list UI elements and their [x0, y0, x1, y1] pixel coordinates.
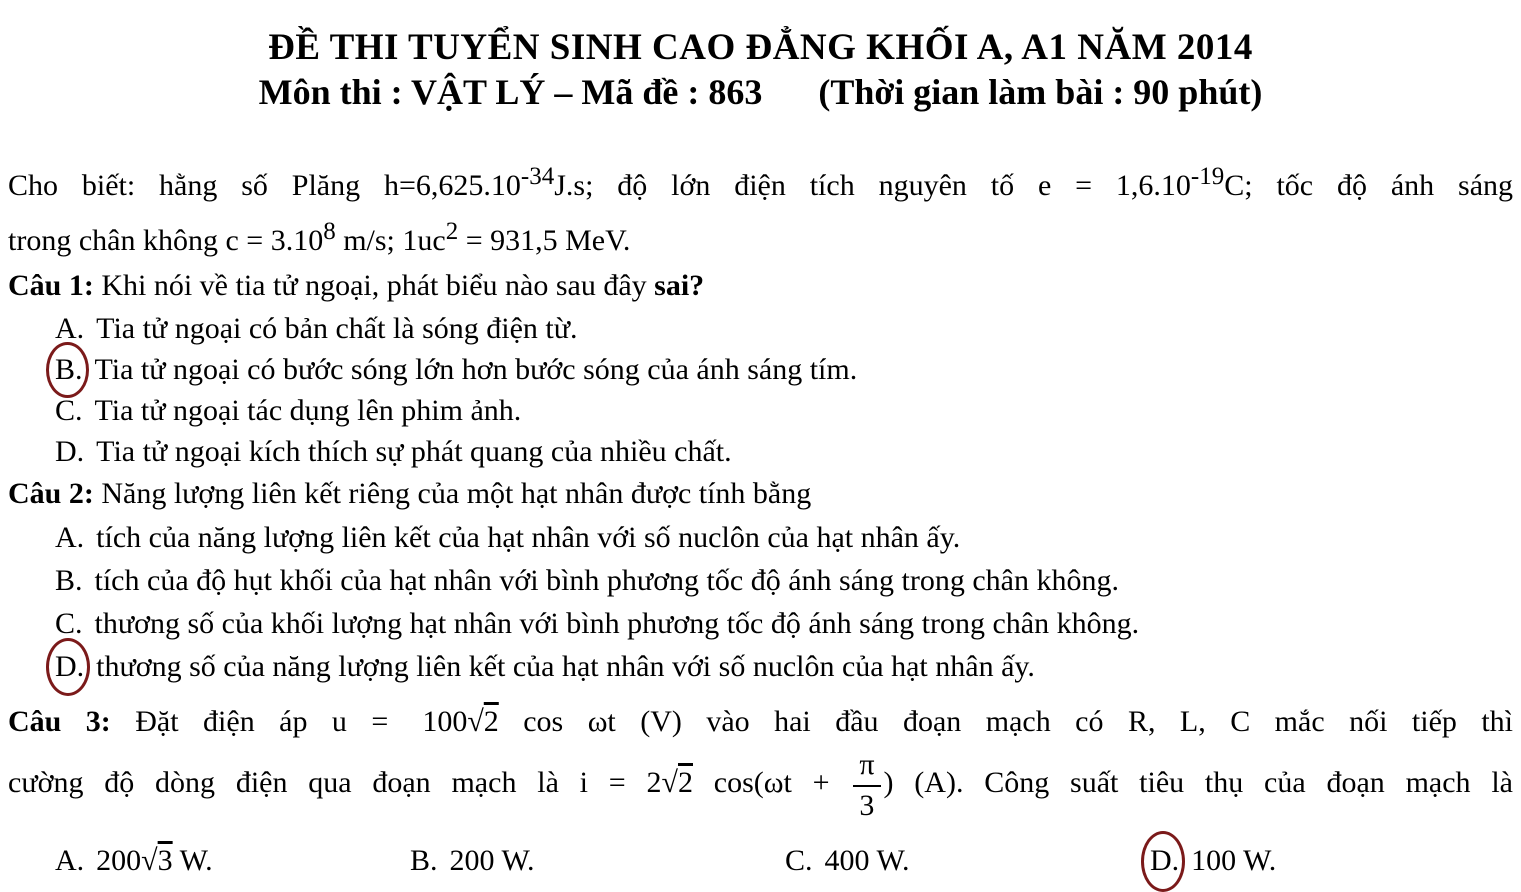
sqrt-symbol: √ — [661, 765, 678, 799]
question-3-label: Câu 3: — [8, 705, 111, 738]
preamble-text: C; tốc độ ánh sáng — [1224, 169, 1514, 202]
preamble-text: Cho biết: hằng số Plăng h=6,625.10 — [8, 169, 521, 202]
preamble-text: J.s; độ lớn điện tích nguyên tố e = 1,6.10 — [554, 169, 1191, 202]
sqrt-radicand: 2 — [483, 705, 499, 738]
question-1-heading — [8, 264, 1513, 308]
option-letter-circled-answer: B. — [55, 349, 83, 390]
option-letter: A. — [55, 521, 85, 554]
option-letter-circled-answer: D. — [55, 645, 84, 688]
option-row — [55, 838, 213, 884]
fraction-pi-over-3 — [853, 748, 880, 822]
question-3-text: vào hai đầu đoạn mạch có R, L, C mắc nối tiếp thì — [681, 705, 1514, 738]
option-text: 100 W. — [1191, 844, 1277, 877]
option-row — [55, 516, 1513, 559]
question-1-text: Khi nói về tia tử ngoại, phát biểu nào sau đây — [93, 269, 655, 302]
preamble-text: m/s; 1uc — [335, 224, 446, 257]
option-text: Tia tử ngoại tác dụng lên phim ảnh. — [94, 394, 522, 427]
option-row — [55, 602, 1513, 645]
subtitle-duration: (Thời gian làm bài : 90 phút) — [818, 72, 1263, 112]
question-3-text: ) (A). Công suất tiêu thụ của đoạn mạch là — [883, 765, 1514, 799]
question-3-text: Đặt điện áp u = — [110, 705, 389, 738]
option-text: tích của độ hụt khối của hạt nhân với bình phương tốc độ ánh sáng trong chân không. — [94, 564, 1119, 597]
sqrt-symbol: √ — [141, 844, 158, 877]
superscript: 8 — [323, 218, 336, 245]
option-row — [410, 838, 535, 884]
option-letter-circled-answer: D. — [1150, 838, 1179, 884]
sqrt-radicand: 3 — [157, 844, 173, 877]
doc-title: ĐỀ THI TUYỂN SINH CAO ĐẲNG KHỐI A, A1 NĂM 2014 — [268, 27, 1253, 68]
option-letter: C. — [55, 394, 83, 427]
option-text: 400 W. — [824, 844, 910, 877]
question-2-options — [8, 516, 1513, 688]
question-1-label: Câu 1: — [8, 269, 94, 302]
preamble — [8, 154, 1513, 264]
option-row — [55, 645, 1513, 688]
preamble-line-2 — [8, 209, 1513, 264]
option-row — [55, 349, 1513, 390]
option-text: W. — [172, 844, 213, 877]
option-row — [55, 308, 1513, 349]
sqrt-symbol: √ — [467, 705, 484, 738]
option-letter: C. — [785, 844, 813, 877]
preamble-line-1 — [8, 154, 1513, 209]
option-letter: D. — [55, 435, 85, 468]
option-text: Tia tử ngoại có bản chất là sóng điện từ. — [96, 312, 578, 345]
question-3-text: cos(ωt + — [693, 765, 851, 799]
option-text: Tia tử ngoại kích thích sự phát quang của nhiều chất. — [96, 435, 732, 468]
preamble-text: = 931,5 MeV. — [458, 224, 631, 257]
question-3-line-1 — [8, 698, 1513, 746]
fraction-numerator: π — [853, 748, 880, 787]
superscript: -19 — [1190, 163, 1225, 190]
question-2-label: Câu 2: — [8, 477, 94, 510]
formula-tail: cos ωt (V) — [498, 705, 682, 738]
preamble-text: trong chân không c = 3.10 — [8, 224, 324, 257]
doc-subtitle — [0, 70, 1521, 114]
option-text: Tia tử ngoại có bước sóng lớn hơn bước sóng của ánh sáng tím. — [94, 353, 858, 386]
question-3-line-2 — [8, 748, 1513, 822]
question-3-text: cường độ dòng điện qua đoạn mạch là i = 2 — [8, 765, 662, 799]
option-letter: C. — [55, 607, 83, 640]
option-row — [55, 390, 1513, 431]
option-text: 200 W. — [449, 844, 535, 877]
question-3-heading — [8, 698, 1513, 822]
question-2-text: Năng lượng liên kết riêng của một hạt nhân được tính bằng — [93, 477, 812, 510]
option-text: tích của năng lượng liên kết của hạt nhân với số nuclôn của hạt nhân ấy. — [96, 521, 961, 554]
option-letter: A. — [55, 312, 85, 345]
option-row — [1150, 838, 1276, 884]
option-text: 200 — [96, 844, 142, 877]
option-letter: B. — [410, 844, 438, 877]
superscript: 2 — [445, 218, 459, 245]
superscript: -34 — [520, 163, 555, 190]
option-letter: B. — [55, 564, 83, 597]
question-2-heading — [8, 472, 1513, 516]
fraction-denominator: 3 — [859, 789, 875, 822]
option-row — [785, 838, 910, 884]
question-1-options — [8, 308, 1513, 472]
option-letter: A. — [55, 844, 85, 877]
question-1-emphasis: sai? — [654, 269, 705, 302]
option-text: thương số của năng lượng liên kết của hạt nhân với số nuclôn của hạt nhân ấy. — [96, 650, 1035, 683]
question-3-options — [0, 838, 1521, 884]
subtitle-subject-code: Môn thi : VẬT LÝ – Mã đề : 863 — [258, 72, 763, 112]
option-row — [55, 559, 1513, 602]
sqrt-radicand: 2 — [678, 765, 693, 799]
option-text: thương số của khối lượng hạt nhân với bình phương tốc độ ánh sáng trong chân không. — [94, 607, 1140, 640]
option-row — [55, 431, 1513, 472]
formula-coefficient: 100 — [422, 705, 468, 738]
voltage-formula — [422, 705, 682, 738]
